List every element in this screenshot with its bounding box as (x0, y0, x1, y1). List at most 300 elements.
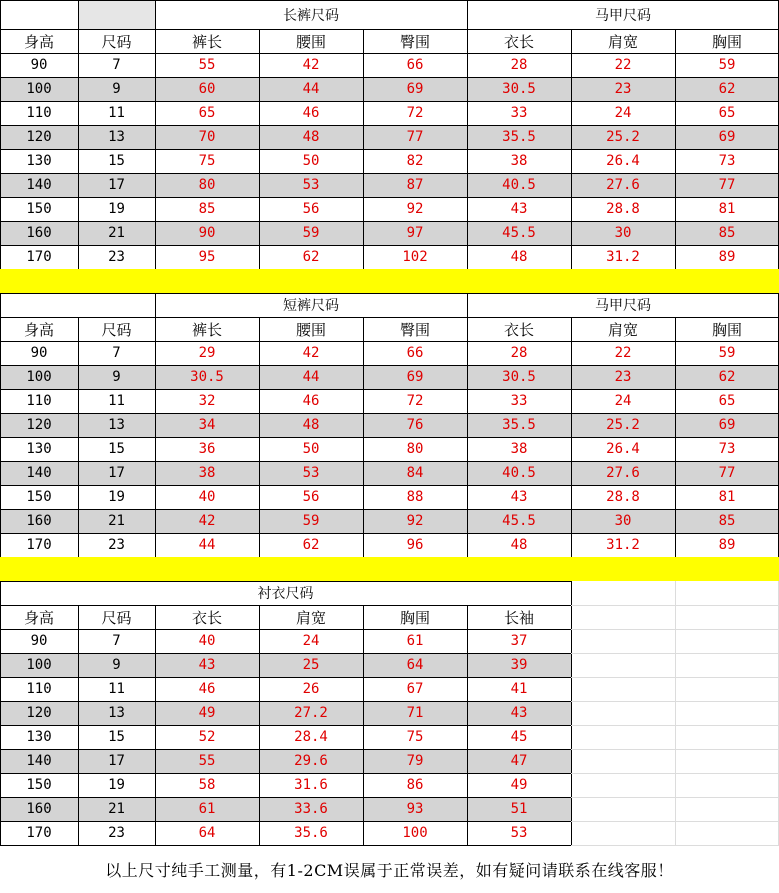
measure-cell: 42 (302, 345, 320, 361)
measure-cell: 28.8 (606, 489, 640, 505)
measure-cell: 69 (718, 417, 736, 433)
measure-cell: 77 (718, 177, 736, 193)
measure-cell: 30 (614, 225, 632, 241)
size-cell: 13 (108, 129, 125, 145)
measure-cell: 35.6 (294, 825, 328, 841)
section-title: 衬衣尺码 (257, 586, 314, 602)
column-header: 腰围 (295, 320, 326, 339)
measure-cell: 26.4 (606, 441, 640, 457)
measure-cell: 25.2 (606, 129, 640, 145)
height-cell: 130 (26, 153, 52, 169)
measure-cell: 33 (510, 105, 528, 121)
grid-line (0, 485, 779, 486)
height-cell: 170 (26, 825, 52, 841)
height-cell: 110 (26, 393, 52, 409)
measure-cell: 47 (510, 753, 528, 769)
measure-cell: 30 (614, 513, 632, 529)
measure-cell: 96 (406, 537, 424, 553)
measure-cell: 43 (510, 489, 528, 505)
height-cell: 140 (26, 753, 52, 769)
measure-cell: 45.5 (502, 513, 536, 529)
measure-cell: 33.6 (294, 801, 328, 817)
grid-line (0, 605, 572, 606)
measure-cell: 33 (510, 393, 528, 409)
measure-cell: 90 (198, 225, 216, 241)
grid-line (467, 317, 468, 557)
title-corner (78, 0, 155, 29)
grid-line (0, 725, 572, 726)
size-cell: 13 (108, 705, 125, 721)
height-cell: 90 (30, 57, 48, 73)
height-cell: 90 (30, 345, 48, 361)
grid-line (0, 245, 779, 246)
measure-cell: 80 (198, 177, 216, 193)
size-cell: 11 (108, 105, 125, 121)
measure-cell: 49 (510, 777, 528, 793)
measure-cell: 82 (406, 153, 424, 169)
measure-cell: 28 (510, 57, 528, 73)
sheet-gridline (571, 653, 779, 654)
measure-cell: 64 (406, 657, 424, 673)
size-cell: 7 (112, 633, 121, 649)
size-cell: 17 (108, 753, 125, 769)
height-cell: 150 (26, 777, 52, 793)
measure-cell: 67 (406, 681, 424, 697)
footer-note: 以上尺寸纯手工测量，有1-2CM误属于正常误差，如有疑问请联系在线客服！ (105, 860, 674, 880)
grid-line (259, 605, 260, 845)
size-cell: 17 (108, 465, 125, 481)
measure-cell: 44 (302, 369, 320, 385)
column-header: 尺码 (101, 320, 132, 339)
measure-cell: 84 (406, 465, 424, 481)
grid-line (571, 581, 572, 605)
grid-line (571, 317, 572, 557)
sheet-gridline (571, 797, 779, 798)
grid-line (675, 317, 676, 557)
grid-line (0, 365, 779, 366)
size-cell: 11 (108, 681, 125, 697)
grid-line (0, 533, 779, 534)
measure-cell: 69 (718, 129, 736, 145)
grid-line (0, 317, 779, 318)
column-header: 肩宽 (607, 320, 638, 339)
measure-cell: 43 (510, 201, 528, 217)
measure-cell: 24 (302, 633, 320, 649)
grid-line (0, 0, 1, 29)
measure-cell: 59 (302, 225, 320, 241)
section-title: 马甲尺码 (595, 7, 651, 24)
measure-cell: 55 (198, 57, 216, 73)
size-cell: 15 (108, 441, 125, 457)
measure-cell: 59 (718, 345, 736, 361)
measure-cell: 79 (406, 753, 424, 769)
grid-line (0, 77, 779, 78)
measure-cell: 48 (510, 537, 528, 553)
measure-cell: 52 (198, 729, 216, 745)
size-cell: 23 (108, 537, 125, 553)
measure-cell: 77 (406, 129, 424, 145)
sheet-gridline (571, 749, 779, 750)
measure-cell: 42 (302, 57, 320, 73)
sheet-gridline (571, 821, 779, 822)
grid-line (0, 773, 572, 774)
sheet-gridline (675, 581, 676, 845)
measure-cell: 27.2 (294, 705, 328, 721)
height-cell: 160 (26, 225, 52, 241)
measure-cell: 87 (406, 177, 424, 193)
grid-line (363, 605, 364, 845)
measure-cell: 45 (510, 729, 528, 745)
height-cell: 100 (26, 81, 52, 97)
measure-cell: 56 (302, 201, 320, 217)
measure-cell: 40.5 (502, 177, 536, 193)
measure-cell: 23 (614, 369, 632, 385)
column-header: 尺码 (101, 32, 132, 51)
grid-line (467, 605, 468, 845)
column-header: 臀围 (399, 320, 430, 339)
size-cell: 9 (112, 657, 121, 673)
measure-cell: 39 (510, 657, 528, 673)
measure-cell: 69 (406, 81, 424, 97)
grid-line (78, 29, 79, 269)
measure-cell: 80 (406, 441, 424, 457)
measure-cell: 46 (198, 681, 216, 697)
size-cell: 21 (108, 513, 125, 529)
sheet-gridline (571, 629, 779, 630)
measure-cell: 69 (406, 369, 424, 385)
measure-cell: 27.6 (606, 465, 640, 481)
column-header: 胸围 (711, 32, 742, 51)
grid-line (0, 197, 779, 198)
height-cell: 130 (26, 729, 52, 745)
grid-line (0, 821, 572, 822)
measure-cell: 61 (406, 633, 424, 649)
measure-cell: 25 (302, 657, 320, 673)
grid-line (0, 677, 572, 678)
grid-line (78, 0, 79, 29)
size-cell: 7 (112, 345, 121, 361)
column-header: 衣长 (503, 320, 534, 339)
measure-cell: 53 (302, 465, 320, 481)
measure-cell: 30.5 (502, 81, 536, 97)
column-header: 裤长 (191, 320, 222, 339)
section-title: 马甲尺码 (595, 298, 651, 314)
column-header: 衣长 (191, 608, 222, 627)
height-cell: 110 (26, 105, 52, 121)
grid-line (0, 605, 1, 845)
measure-cell: 75 (406, 729, 424, 745)
measure-cell: 46 (302, 393, 320, 409)
height-cell: 150 (26, 201, 52, 217)
measure-cell: 81 (718, 201, 736, 217)
measure-cell: 92 (406, 201, 424, 217)
measure-cell: 40.5 (502, 465, 536, 481)
grid-line (0, 53, 779, 54)
measure-cell: 85 (718, 225, 736, 241)
height-cell: 90 (30, 633, 48, 649)
grid-line (0, 341, 779, 342)
column-header: 裤长 (191, 32, 222, 51)
grid-line (0, 437, 779, 438)
grid-line (0, 125, 779, 126)
measure-cell: 26.4 (606, 153, 640, 169)
size-cell: 19 (108, 777, 125, 793)
measure-cell: 44 (198, 537, 216, 553)
measure-cell: 28 (510, 345, 528, 361)
height-cell: 150 (26, 489, 52, 505)
measure-cell: 72 (406, 393, 424, 409)
grid-line (155, 317, 156, 557)
measure-cell: 31.2 (606, 537, 640, 553)
measure-cell: 24 (614, 105, 632, 121)
measure-cell: 35.5 (502, 417, 536, 433)
measure-cell: 81 (718, 489, 736, 505)
measure-cell: 62 (302, 249, 320, 265)
column-header: 腰围 (295, 32, 326, 51)
size-cell: 13 (108, 417, 125, 433)
column-header: 身高 (23, 32, 54, 51)
measure-cell: 41 (510, 681, 528, 697)
grid-line (0, 317, 1, 557)
measure-cell: 62 (718, 81, 736, 97)
sheet-gridline (571, 773, 779, 774)
measure-cell: 49 (198, 705, 216, 721)
height-cell: 170 (26, 537, 52, 553)
measure-cell: 53 (302, 177, 320, 193)
measure-cell: 24 (614, 393, 632, 409)
measure-cell: 37 (510, 633, 528, 649)
height-cell: 110 (26, 681, 52, 697)
measure-cell: 77 (718, 465, 736, 481)
measure-cell: 88 (406, 489, 424, 505)
grid-line (0, 293, 779, 294)
measure-cell: 55 (198, 753, 216, 769)
measure-cell: 44 (302, 81, 320, 97)
measure-cell: 43 (198, 657, 216, 673)
size-cell: 23 (108, 825, 125, 841)
height-cell: 160 (26, 513, 52, 529)
measure-cell: 73 (718, 153, 736, 169)
grid-line (0, 581, 1, 605)
column-header: 长袖 (503, 608, 534, 627)
grid-line (0, 389, 779, 390)
measure-cell: 50 (302, 441, 320, 457)
measure-cell: 73 (718, 441, 736, 457)
sheet-gridline (571, 701, 779, 702)
separator-band (0, 269, 779, 293)
measure-cell: 29 (198, 345, 216, 361)
size-cell: 19 (108, 201, 125, 217)
column-header: 肩宽 (295, 608, 326, 627)
measure-cell: 26 (302, 681, 320, 697)
grid-line (0, 221, 779, 222)
measure-cell: 27.6 (606, 177, 640, 193)
grid-line (0, 653, 572, 654)
measure-cell: 65 (718, 105, 736, 121)
measure-cell: 43 (510, 705, 528, 721)
height-cell: 100 (26, 657, 52, 673)
column-header: 衣长 (503, 32, 534, 51)
size-cell: 21 (108, 225, 125, 241)
grid-line (155, 605, 156, 845)
measure-cell: 60 (198, 81, 216, 97)
measure-cell: 66 (406, 57, 424, 73)
measure-cell: 42 (198, 513, 216, 529)
measure-cell: 89 (718, 249, 736, 265)
measure-cell: 23 (614, 81, 632, 97)
column-header: 臀围 (399, 32, 430, 51)
measure-cell: 66 (406, 345, 424, 361)
measure-cell: 38 (510, 441, 528, 457)
grid-line (0, 749, 572, 750)
measure-cell: 30.5 (190, 369, 224, 385)
grid-line (571, 29, 572, 269)
grid-line (467, 293, 468, 317)
grid-line (0, 509, 779, 510)
height-cell: 100 (26, 369, 52, 385)
grid-line (155, 29, 156, 269)
measure-cell: 71 (406, 705, 424, 721)
grid-line (467, 0, 468, 29)
measure-cell: 31.2 (606, 249, 640, 265)
size-cell: 9 (112, 81, 121, 97)
measure-cell: 89 (718, 537, 736, 553)
measure-cell: 31.6 (294, 777, 328, 793)
measure-cell: 46 (302, 105, 320, 121)
measure-cell: 51 (510, 801, 528, 817)
sheet-gridline (571, 677, 779, 678)
measure-cell: 59 (302, 513, 320, 529)
measure-cell: 64 (198, 825, 216, 841)
measure-cell: 102 (402, 249, 428, 265)
grid-line (0, 629, 572, 630)
measure-cell: 34 (198, 417, 216, 433)
height-cell: 120 (26, 129, 52, 145)
measure-cell: 62 (718, 369, 736, 385)
measure-cell: 30.5 (502, 369, 536, 385)
grid-line (675, 29, 676, 269)
height-cell: 140 (26, 177, 52, 193)
size-cell: 19 (108, 489, 125, 505)
measure-cell: 35.5 (502, 129, 536, 145)
size-cell: 23 (108, 249, 125, 265)
section-title: 长裤尺码 (283, 7, 339, 24)
measure-cell: 62 (302, 537, 320, 553)
measure-cell: 25.2 (606, 417, 640, 433)
column-header: 身高 (23, 320, 54, 339)
grid-line (0, 101, 779, 102)
size-cell: 17 (108, 177, 125, 193)
measure-cell: 50 (302, 153, 320, 169)
measure-cell: 93 (406, 801, 424, 817)
height-cell: 140 (26, 465, 52, 481)
measure-cell: 61 (198, 801, 216, 817)
measure-cell: 53 (510, 825, 528, 841)
measure-cell: 36 (198, 441, 216, 457)
section-title: 短裤尺码 (283, 298, 339, 314)
grid-line (0, 293, 1, 317)
measure-cell: 45.5 (502, 225, 536, 241)
column-header: 胸围 (711, 320, 742, 339)
size-cell: 21 (108, 801, 125, 817)
measure-cell: 85 (198, 201, 216, 217)
measure-cell: 92 (406, 513, 424, 529)
grid-line (0, 701, 572, 702)
measure-cell: 65 (718, 393, 736, 409)
measure-cell: 75 (198, 153, 216, 169)
height-cell: 170 (26, 249, 52, 265)
grid-line (259, 29, 260, 269)
height-cell: 160 (26, 801, 52, 817)
measure-cell: 38 (510, 153, 528, 169)
measure-cell: 86 (406, 777, 424, 793)
measure-cell: 70 (198, 129, 216, 145)
measure-cell: 40 (198, 633, 216, 649)
measure-cell: 22 (614, 57, 632, 73)
grid-line (0, 149, 779, 150)
measure-cell: 22 (614, 345, 632, 361)
height-cell: 130 (26, 441, 52, 457)
separator-band (0, 557, 779, 581)
grid-line (78, 317, 79, 557)
measure-cell: 48 (510, 249, 528, 265)
grid-line (0, 797, 572, 798)
measure-cell: 95 (198, 249, 216, 265)
size-cell: 11 (108, 393, 125, 409)
grid-line (363, 29, 364, 269)
grid-line (0, 461, 779, 462)
measure-cell: 76 (406, 417, 424, 433)
sheet-gridline (571, 725, 779, 726)
grid-line (0, 29, 1, 269)
grid-line (155, 0, 156, 29)
grid-line (0, 29, 779, 30)
measure-cell: 40 (198, 489, 216, 505)
size-cell: 9 (112, 369, 121, 385)
measure-cell: 48 (302, 417, 320, 433)
size-cell: 15 (108, 153, 125, 169)
measure-cell: 56 (302, 489, 320, 505)
size-cell: 7 (112, 57, 121, 73)
measure-cell: 65 (198, 105, 216, 121)
column-header: 尺码 (101, 608, 132, 627)
grid-line (467, 29, 468, 269)
measure-cell: 29.6 (294, 753, 328, 769)
measure-cell: 28.8 (606, 201, 640, 217)
grid-line (259, 317, 260, 557)
measure-cell: 97 (406, 225, 424, 241)
measure-cell: 48 (302, 129, 320, 145)
height-cell: 120 (26, 705, 52, 721)
measure-cell: 100 (402, 825, 428, 841)
measure-cell: 72 (406, 105, 424, 121)
size-cell: 15 (108, 729, 125, 745)
measure-cell: 59 (718, 57, 736, 73)
grid-line (0, 581, 572, 582)
column-header: 肩宽 (607, 32, 638, 51)
measure-cell: 85 (718, 513, 736, 529)
measure-cell: 58 (198, 777, 216, 793)
column-header: 胸围 (399, 608, 430, 627)
grid-line (0, 173, 779, 174)
grid-line (0, 413, 779, 414)
grid-line (78, 605, 79, 845)
column-header: 身高 (23, 608, 54, 627)
measure-cell: 32 (198, 393, 216, 409)
sheet-gridline (571, 605, 779, 606)
measure-cell: 38 (198, 465, 216, 481)
measure-cell: 28.4 (294, 729, 328, 745)
